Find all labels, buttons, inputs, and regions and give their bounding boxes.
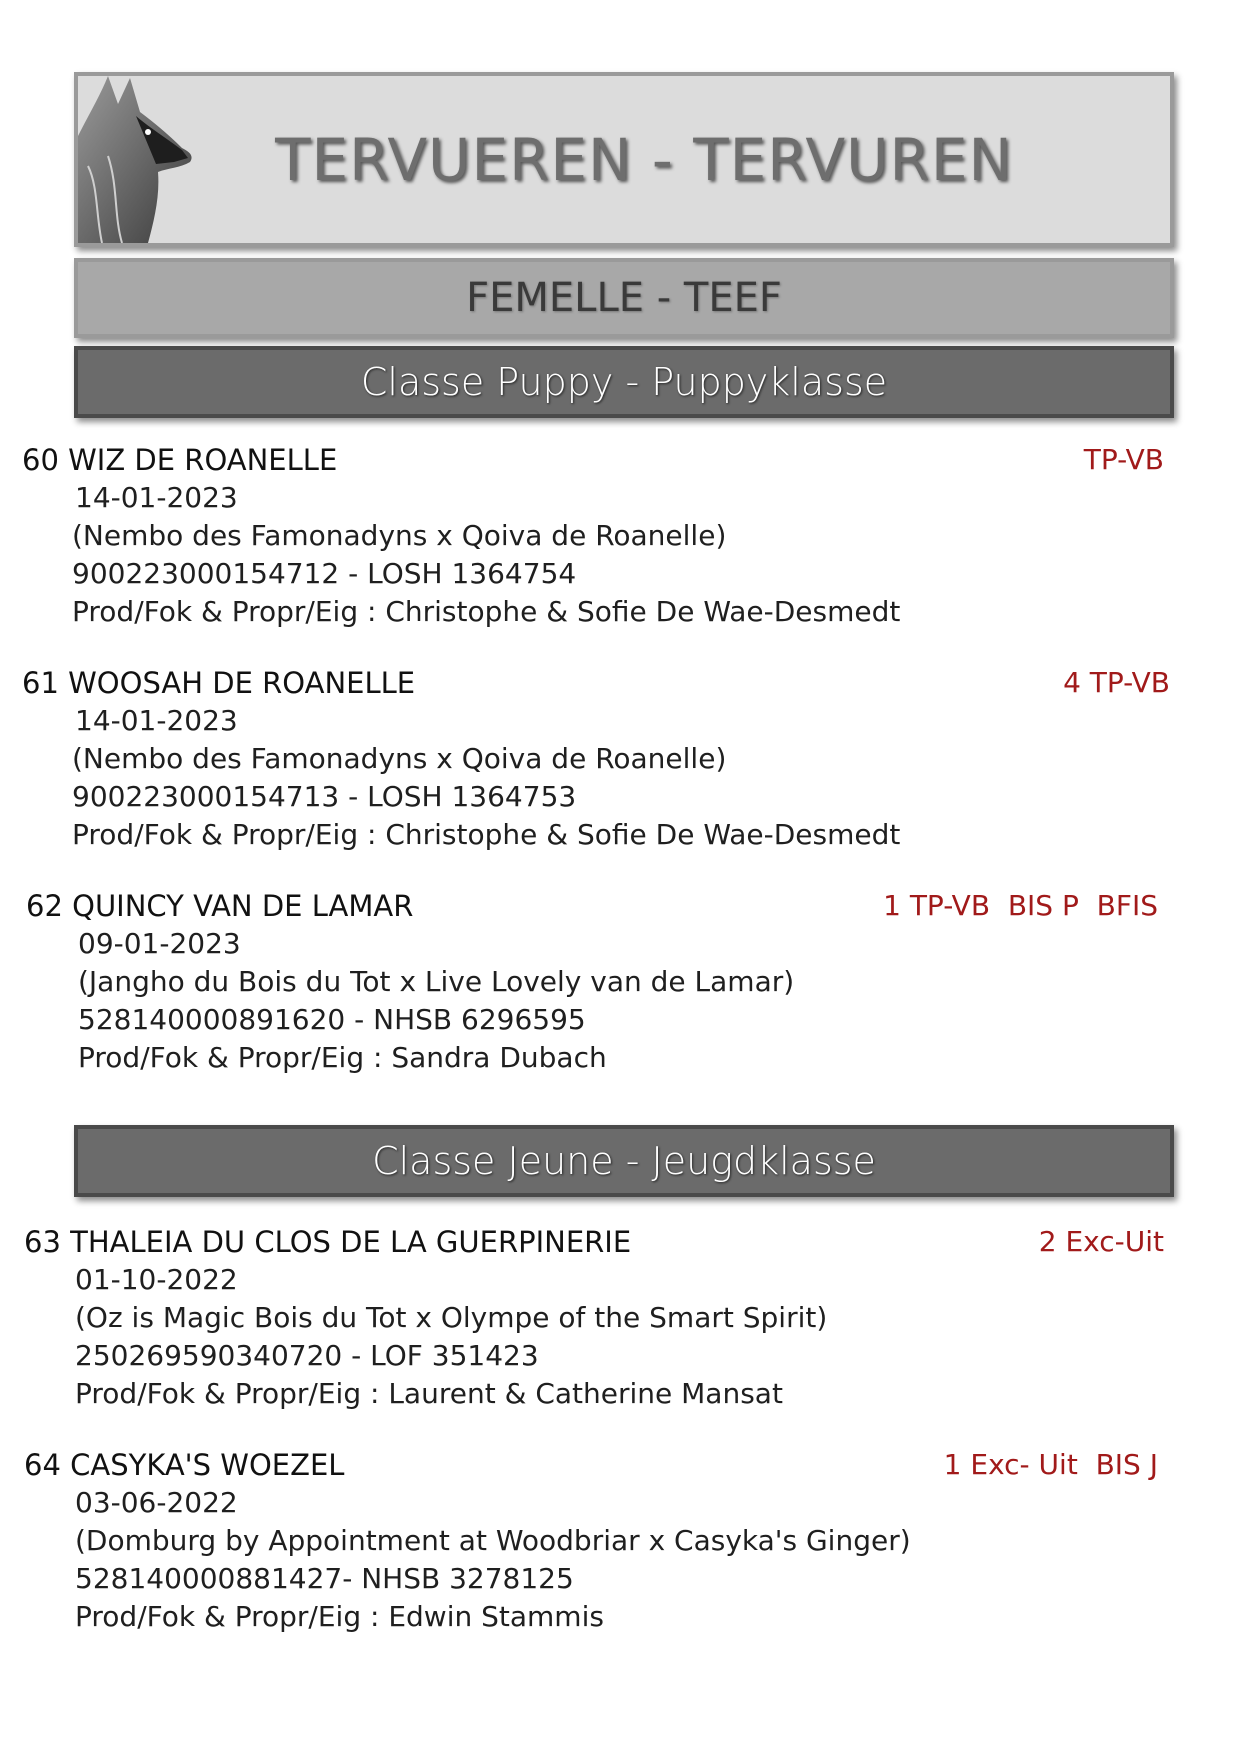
dog-name: WOOSAH DE ROANELLE [68, 666, 416, 700]
award: TP-VB [1083, 443, 1164, 476]
entry-header [24, 1224, 631, 1260]
breeder-owner: Prod/Fok & Propr/Eig : Edwin Stammis [75, 1600, 604, 1633]
sex-banner [74, 258, 1174, 338]
breeder-owner: Prod/Fok & Propr/Eig : Sandra Dubach [78, 1041, 607, 1074]
entry-header [22, 442, 337, 478]
registration-ids: 900223000154713 - LOSH 1364753 [72, 780, 577, 813]
award: 1 Exc- Uit BIS J [943, 1448, 1158, 1481]
entry-number: 61 [22, 666, 59, 700]
date-of-birth: 09-01-2023 [78, 927, 241, 960]
award: 1 TP-VB BIS P BFIS [883, 889, 1158, 922]
class-title: Classe Jeune - Jeugdklasse [372, 1139, 876, 1183]
entry-number: 62 [26, 889, 63, 923]
breeder-owner: Prod/Fok & Propr/Eig : Christophe & Sofie De Wae-Desmedt [72, 595, 901, 628]
class-title: Classe Puppy - Puppyklasse [360, 360, 888, 404]
entry-header [24, 1447, 344, 1483]
tervuren-dog-head-icon [78, 76, 196, 243]
entry-number: 63 [24, 1225, 61, 1259]
parents: (Nembo des Famonadyns x Qoiva de Roanelle) [72, 519, 727, 552]
dog-name: WIZ DE ROANELLE [68, 443, 338, 477]
breeder-owner: Prod/Fok & Propr/Eig : Laurent & Catherine Mansat [75, 1377, 783, 1410]
parents: (Domburg by Appointment at Woodbriar x Casyka's Ginger) [75, 1524, 911, 1557]
date-of-birth: 14-01-2023 [75, 481, 238, 514]
entry-header [22, 665, 415, 701]
date-of-birth: 03-06-2022 [75, 1486, 238, 1519]
breed-title: TERVUEREN - TERVUREN [275, 125, 1013, 194]
registration-ids: 900223000154712 - LOSH 1364754 [72, 557, 577, 590]
registration-ids: 528140000881427- NHSB 3278125 [75, 1562, 574, 1595]
entry-header [26, 888, 413, 924]
dog-name: QUINCY VAN DE LAMAR [72, 889, 414, 923]
date-of-birth: 01-10-2022 [75, 1263, 238, 1296]
parents: (Oz is Magic Bois du Tot x Olympe of the Smart Spirit) [75, 1301, 828, 1334]
date-of-birth: 14-01-2023 [75, 704, 238, 737]
registration-ids: 528140000891620 - NHSB 6296595 [78, 1003, 586, 1036]
registration-ids: 250269590340720 - LOF 351423 [75, 1339, 539, 1372]
breed-title-banner [74, 72, 1174, 247]
parents: (Jangho du Bois du Tot x Live Lovely van de Lamar) [78, 965, 795, 998]
breeder-owner: Prod/Fok & Propr/Eig : Christophe & Sofie De Wae-Desmedt [72, 818, 901, 851]
entry-number: 64 [24, 1448, 61, 1482]
entry-number: 60 [22, 443, 59, 477]
class-banner-junior [74, 1125, 1174, 1197]
award: 2 Exc-Uit [1038, 1225, 1164, 1258]
parents: (Nembo des Famonadyns x Qoiva de Roanelle) [72, 742, 727, 775]
dog-name: THALEIA DU CLOS DE LA GUERPINERIE [70, 1225, 632, 1259]
dog-name: CASYKA'S WOEZEL [70, 1448, 345, 1482]
award: 4 TP-VB [1063, 666, 1170, 699]
sex-title: FEMELLE - TEEF [466, 275, 782, 321]
class-banner-puppy [74, 346, 1174, 418]
